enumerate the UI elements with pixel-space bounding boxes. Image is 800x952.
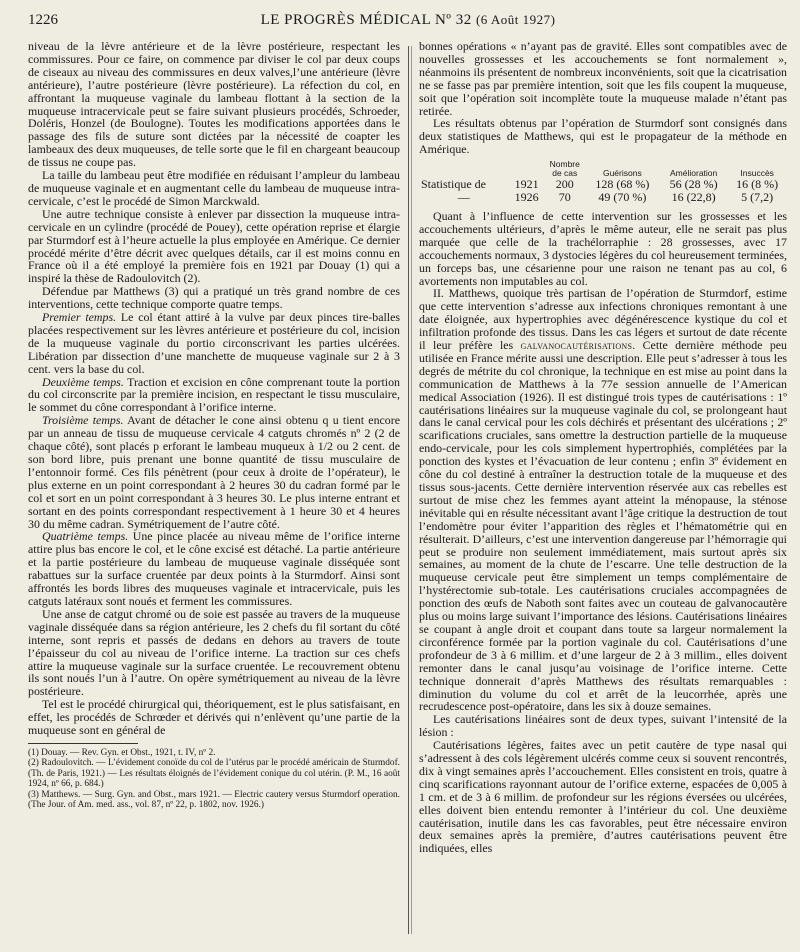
row-year: 1926 <box>514 190 539 205</box>
step-text: Une pince placée au niveau même de l’orifice interne attire plus bas encore le col, et le cône excisé est détaché. La partie antérieure et la partie postérieure du lambeau de muqueuse vaginale disséquée sont rabattues sur la surface cruentée par deux points à la Sturmdorf. Ainsi sont affrontés les bords libres des muqueuses vaginale et intracervicale, puis les catguts latéraux sont noués et ferment les commissures. <box>28 529 400 608</box>
column-header: Amélioration <box>670 168 718 179</box>
paragraph-text: . Cette dernière méthode peu utilisée en France mérite aussi une description. Elle peut s’adresser à tous les degrés de métrite du col chronique, la technique en est mise au point dans la communication de Matthews à la 77e session annuelle de l’American medical Association (1926). Il est distingué trois types de cautérisations : 1º cautérisations linéaires sur la muqueuse vaginale du col, se prolongeant haut dans le canal cervical pour les cols déchirés et présentant des ulcérations ; 2º scarifications cruciales, sans omettre la destruction partielle de la muqueuse endo-cervicale, pour les cols simplement hypertrophiés, complétées par la ponction des kystes et l’évacuation de leur contenu ; enfin 3º évidement en cône du col destiné à entraîner la destruction totale de la muqueuse et des tissus sous-jacents. Cette dernière intervention réservée aux cas rebelles est surtout de mise chez les femmes ayant atteint la ménopause, la sténose inévitable qui en résulte nécessitant avant l’âge critique la destruction de tout l’endomètre pour éviter l’apparition des règles et l’hématométrie qui en résulterait. D’ailleurs, c’est une intervention dangereuse par l’hémorragie qui peut se produire non seulement immédiatement, mais surtout après six semaines, au moment de la chute de l’escarre. Une telle destruction de la muqueuse cervicale peut être simplement un temps complémentaire de l’hystérectomie sub-totale. Les cautérisations cruciales accompagnées de ponction des œufs de Naboth sont faites avec un couteau de galvanocautère plus ou moins large suivant l’importance des lésions. Cautérisations linéaires se coupant à angle droit et coupant dans toute sa largeur normalement la circonférence formée par la portion vaginale du col. Cautérisations d’une profondeur de 3 à 6 millim. et d’une largeur de 2 à 3 millim., elles doivent remonter dans le canal jusqu’au voisinage de l’orifice interne. Cette technique donnerait d’après Matthews des résultats remarquables : diminution du volume du col et arrêt de la leucorrhée, après une recrudescence post-opératoire, dans les six à douze semaines. <box>419 338 787 714</box>
step-paragraph <box>28 376 400 415</box>
right-column <box>419 40 787 932</box>
row-label: — <box>457 190 470 205</box>
journal-title-line <box>28 12 788 29</box>
cell-cases: 70 <box>558 190 571 205</box>
page-header <box>28 12 788 36</box>
paragraph: Une anse de catgut chromé ou de soie est passée au travers de la muqueuse vaginale disséquée dans sa région antérieure, les 2 chefs du fil sortant du côté interne, sont repris et passés de dedans en dehors au travers de toute l’épaisseur du col au niveau de l’orifice interne. La traction sur ces chefs attire la muqueuse vaginale sur la surface cruentée. Le recouvrement obtenu ils sont noués l’un à l’autre. On opère symétriquement au niveau de la lèvre postérieure. <box>28 606 400 699</box>
column-divider-inner <box>411 46 412 934</box>
cell-failures: 5 (7,2) <box>741 190 774 205</box>
cell-improved: 16 (22,8) <box>671 190 716 205</box>
step-text: Avant de détacher le cone ainsi obtenu q u tient encore par un anneau de tissu de muqueuse cervicale 4 catguts chromés nº 2 (2 de chaque côté), sont placés p erforant le lambeau muqueux à 1/2 ou 2 cent. de son bord libre, puis prenant une bonne quantité de tissu musculaire de l’entonnoir formé. Ces fils pénètrent (pour ceux à droite de l’opérateur), le plus externe en un point correspondant à 2 heures 30 du cadran formé par le col et sort en un point correspondant à 3 heures 30. Le plus interne entrant et sortant en des points correspondant respectivement à 1 heure 30 et 4 heures 30 du même cadran. Symétriquement de l’autre côté. <box>28 413 400 531</box>
paragraph: Une autre technique consiste à enlever par dissection la muqueuse intra-cervicale en un cylindre (procédé de Pouey), cette opération reprise et élargie par Sturmdorf est à l’heure actuelle la plus employée en Amérique. Ce dernier procédé mérite d’être décrit avec quelques détails, car il est moins connu en France où il a été employé la première fois en 1921 par Douay (1) qui a inspiré la thèse de Radoulovitch (2). <box>28 206 400 286</box>
row-year: 1921 <box>514 177 539 192</box>
footnote: (3) Matthews. — Surg. Gyn. and Obst., mars 1921. — Electric cautery versus Sturmdorf operation. (The Jour. of Am. med. ass., vol. 87, nº 22, p. 1802, nov. 1926.) <box>28 789 400 810</box>
paragraph: La taille du lambeau peut être modifiée en réduisant l’ampleur du lambeau de muqueuse vaginale et en augmentant celle du lambeau de muqueuse intra-cervicale, c’est le procédé de Simon Marckwald. <box>28 168 400 208</box>
step-label: Troisième temps. <box>42 413 124 428</box>
cell-improved: 56 (28 %) <box>669 177 718 192</box>
paragraph: Les résultats obtenus par l’opération de Sturmdorf sont consignés dans deux statistiques de Matthews, qui est le propagateur de la méthode en Amérique. <box>419 116 787 157</box>
step-label: Deuxième temps. <box>42 374 124 389</box>
journal-title: LE PROGRÈS MÉDICAL <box>260 12 431 28</box>
statistics-table <box>419 160 787 204</box>
issue-number: Nº 32 <box>434 12 472 28</box>
paragraph: bonnes opérations « n’ayant pas de gravité. Elles sont compatibles avec de nouvelles grossesses et les accouchements se font normalement », néanmoins ils présentent de nombreux inconvénients, soit que la cicatrisation ne se fasse pas par première intention, soit que les fils coupent la muqueuse, soit que l’opération soit incomplète toute la muqueuse malade n’étant pas retirée. <box>419 39 787 118</box>
table-row <box>419 191 787 204</box>
row-label: Statistique de <box>421 177 486 192</box>
cell-cures: 49 (70 %) <box>598 190 647 205</box>
paragraph: Défendue par Matthews (3) qui a pratiqué un très grand nombre de ces interventions, cette technique comporte quatre temps. <box>28 284 400 312</box>
paragraph <box>419 287 787 713</box>
step-label: Quatrième temps. <box>42 529 129 544</box>
page-number: 1226 <box>28 12 58 28</box>
cell-cases: 200 <box>555 177 574 192</box>
footnote: (2) Radoulovitch. — L’évidement conoïde du col de l’utérus par le procédé américain de Sturmdof. (Th. de Paris, 1921.) — Les résultats éloignés de l’évidement conique du col utérin. (P. M., 16 août 1924, nº 66, p. 684.) <box>28 758 400 790</box>
footnote-rule <box>28 743 138 744</box>
step-paragraph <box>28 530 400 607</box>
paragraph: niveau de la lèvre antérieure et de la lèvre postérieure, respectant les commissures. Pour ce faire, on commence par diviser le col par deux coups de ciseaux au niveau des commissures en deux valves,l’une antérieure (lèvre antérieure), l’autre postérieure (lèvre postérieure). La réfection du col, en affrontant la muqueuse vaginale du lambeau flottant à la section de la muqueuse intracervicale peut se faire suivant plusieurs procédés, Schroeder, Doléris, Honzel (de Boulogne). Toutes les modifications apportées dans le passage des fils de suture sont dictées par la nécessité de coapter les lambeaux des deux muqueuses, de telle sorte que le fil en chargeant beaucoup de tissus ne coupe pas. <box>28 39 400 170</box>
step-label: Premier temps. <box>42 310 117 325</box>
column-header: Insuccès <box>740 168 774 179</box>
paragraph: Quant à l’influence de cette intervention sur les grossesses et les accouchements ultérieurs, d’après le même auteur, elle ne serait pas plus marquée que celle de la trachélorraphie : 28 grossesses, avec 17 accouchements normaux, 3 dystocies légères du col heureusement terminées, un forceps bas, une césarienne pour une raison ne tenant pas au col, 6 avortements non imputables au col. <box>419 208 787 288</box>
step-text: Le col étant attiré à la vulve par deux pinces tire-balles placées respectivement sur les lèvres antérieure et postérieure du col, incision de la muqueuse vaginale du portio circonscrivant les parties ulcérées. Libération par dissection d’une manchette de muqueuse vaginale sur 2 à 3 cent. vers la base du col. <box>28 310 400 376</box>
paragraph: Cautérisations légères, faites avec un petit cautère de type nasal qui s’adressent à des cols légèrement ulcérés comme ceux si souvent rencontrés, dix à vingt semaines après l’accouchement. Elles consistent en trois, quatre à cinq scarifications rayonnant autour de l’orifice externe, espacées de 0,005 à 1 cm. et de 3 à 6 millim. de profondeur sur les régions éversées ou ulcérées, elles doivent bien entendu remonter à l’intérieur du col. Une deuxième cautérisation, inutile dans les cas favorables, peut être nécessaire environ deux semaines après la première, d’autres cautérisations peuvent être indiquées, elles <box>419 738 787 856</box>
table-header-row <box>419 160 787 178</box>
footnote: (1) Douay. — Rev. Gyn. et Obst., 1921, t. IV, nº 2. <box>28 747 216 758</box>
column-header: Guérisons <box>602 168 642 179</box>
paragraph-text: II. Matthews, quoique très partisan de l’opération de Sturmdorf, estime que cette intervention s’adresse aux infections chroniques remontant à une date éloignée, aux hypertrophies avec dégénérescence kystique du col et infiltration profonde des tissus. Dans les cas légers et surtout de date récente il leur préfère les <box>419 286 787 353</box>
column-divider <box>408 46 409 934</box>
step-text: Traction et excision en cône comprenant toute la portion du col circonscrite par la première incision, en respectant le tissu musculaire, le sommet du cône correspondant à l’orifice interne. <box>28 374 400 415</box>
left-column <box>28 40 400 932</box>
paragraph: Tel est le procédé chirurgical qui, théoriquement, est le plus satisfaisant, en effet, les procédés de Schrœder et dérivés qui n’enlèvent qu’une partie de la muqueuse sont en général de <box>28 697 400 738</box>
method-term: galvanocautérisations <box>520 338 633 353</box>
step-paragraph <box>28 414 400 530</box>
column-header: Nombre de cas <box>549 159 580 179</box>
cell-failures: 16 (8 %) <box>736 177 779 192</box>
step-paragraph <box>28 311 400 376</box>
paragraph: Les cautérisations linéaires sont de deux types, suivant l’intensité de la lésion : <box>419 712 787 740</box>
cell-cures: 128 (68 %) <box>595 177 650 192</box>
issue-date: (6 Août 1927) <box>475 12 556 27</box>
